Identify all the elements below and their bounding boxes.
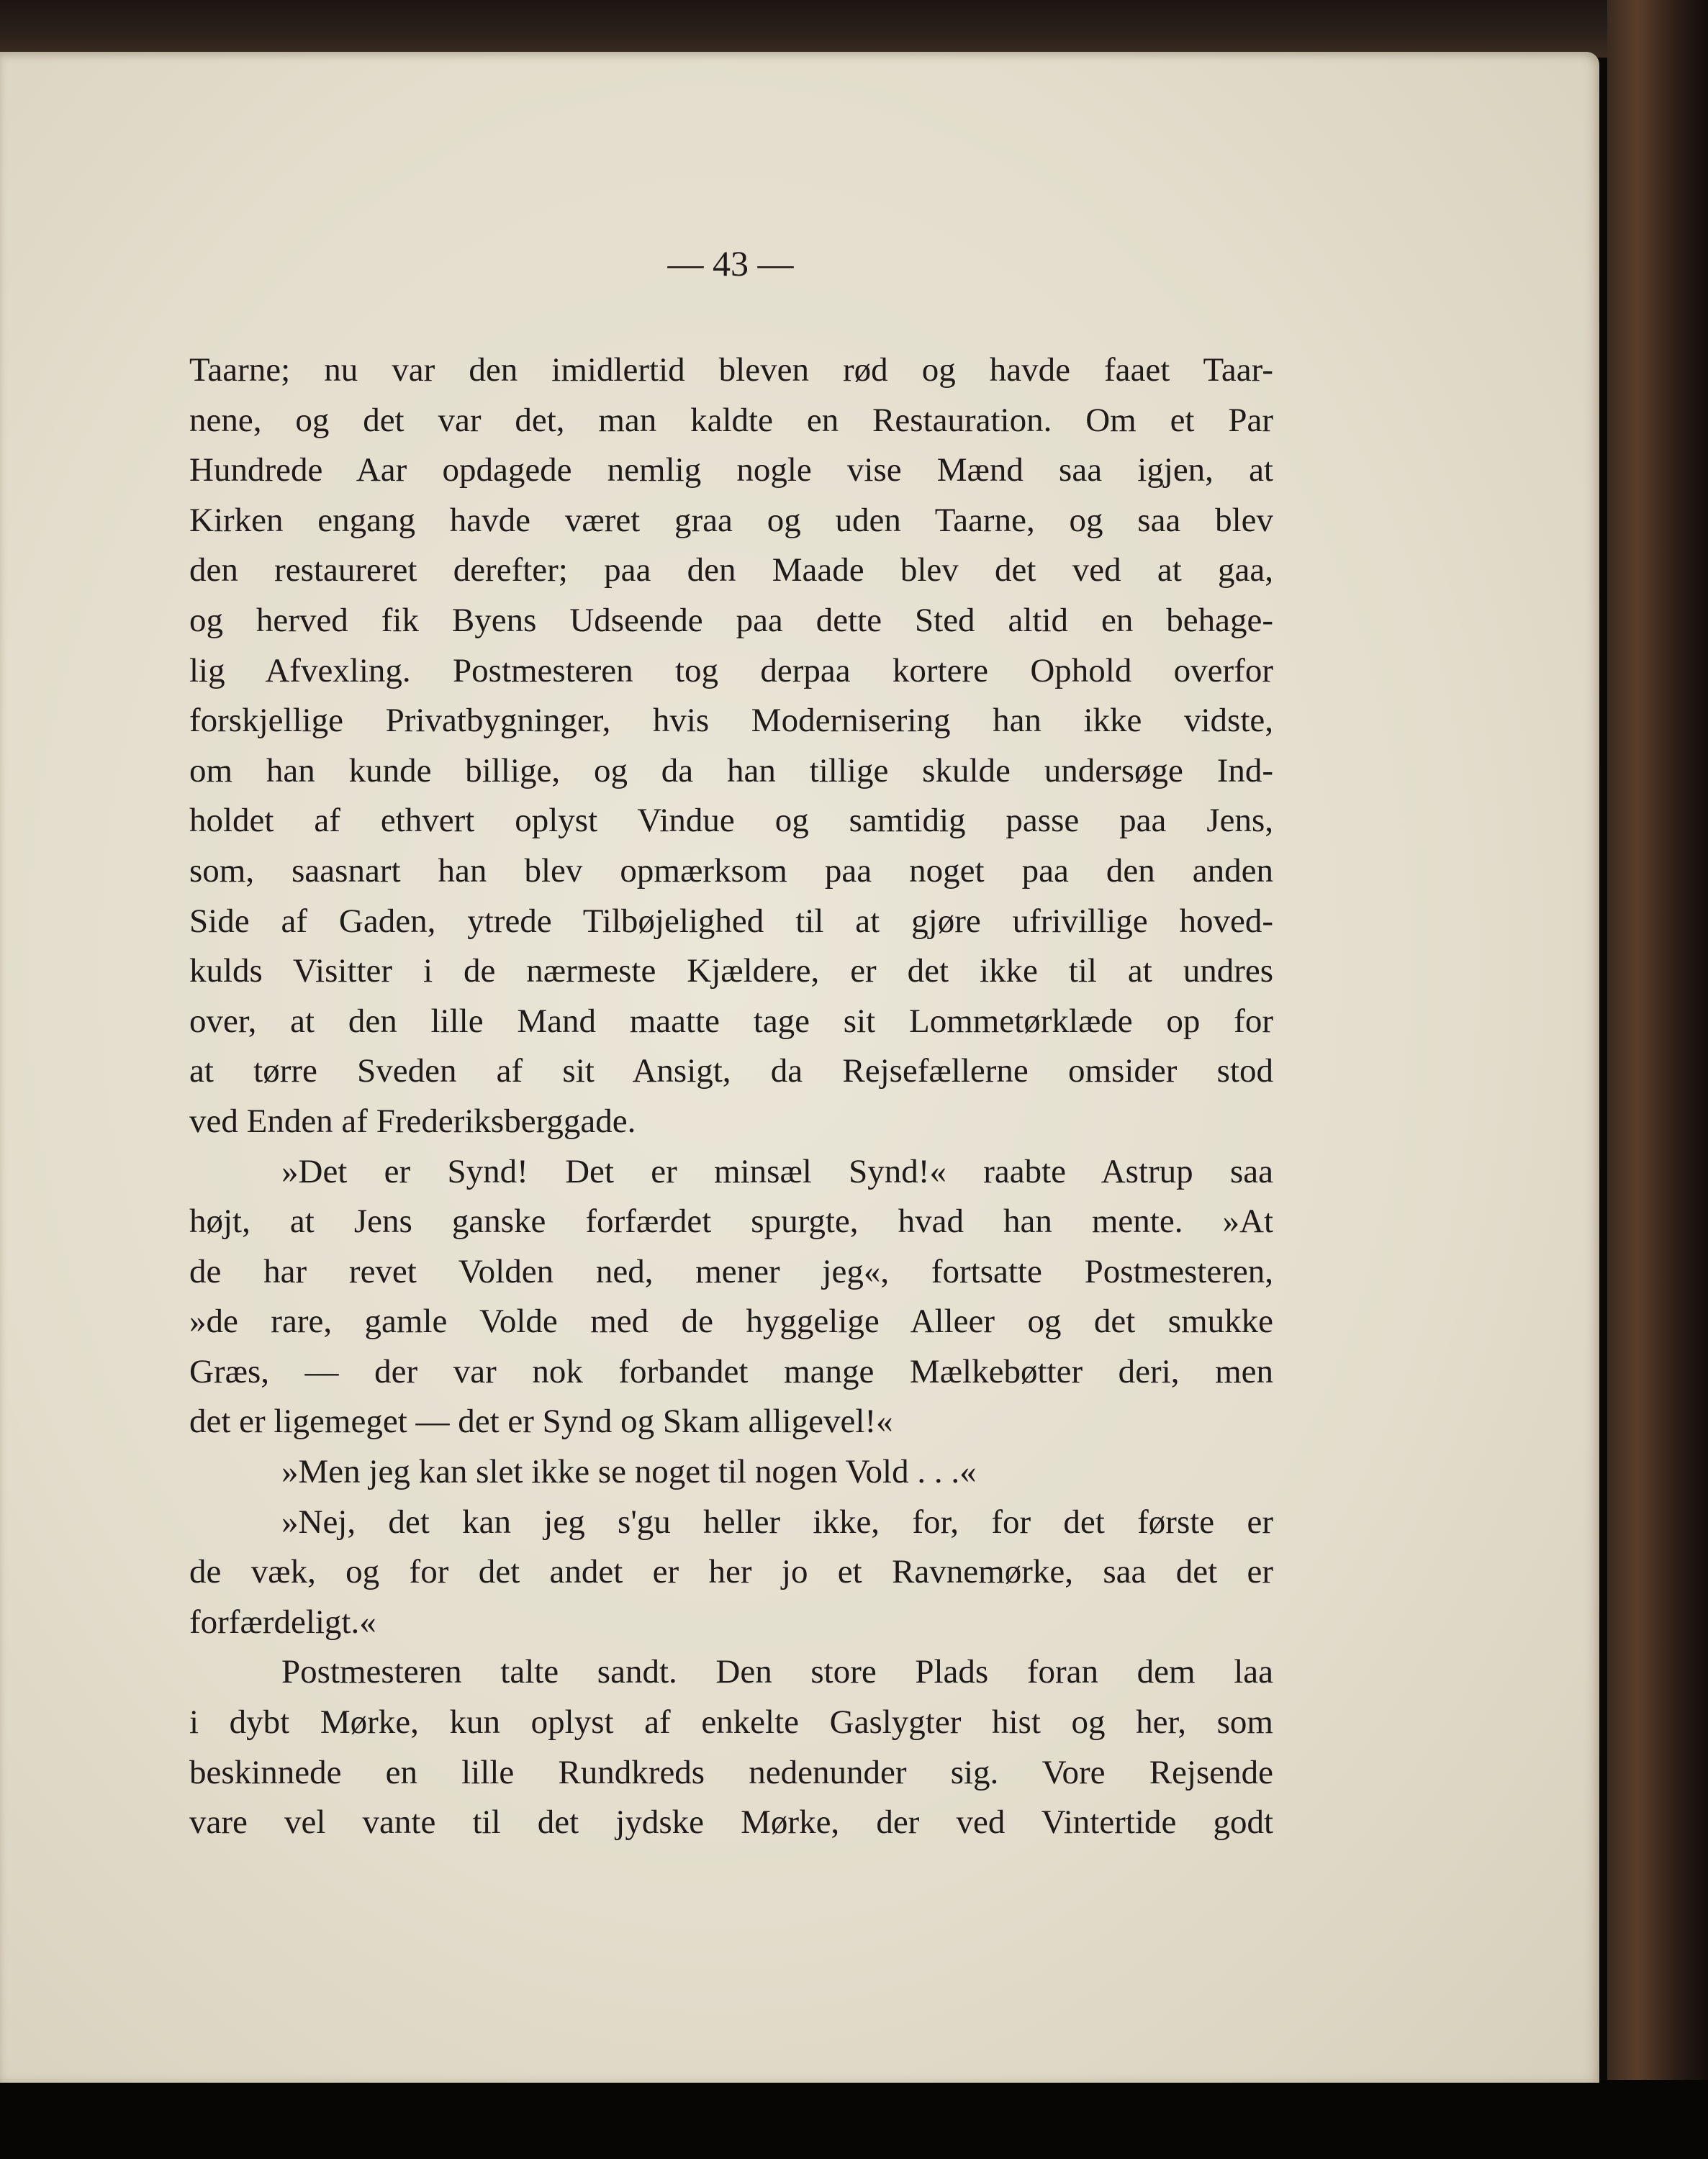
text-line: den restaureret derefter; paa den Maade blev det ved at gaa,: [189, 551, 1273, 589]
body-text: [189, 345, 1273, 1848]
text-line: det er ligemeget — det er Synd og Skam alligevel!«: [189, 1403, 893, 1441]
book-cover-top-edge: [0, 0, 1708, 58]
text-line: holdet af ethvert oplyst Vindue og samtidig passe paa Jens,: [189, 802, 1273, 840]
text-line: Hundrede Aar opdagede nemlig nogle vise Mænd saa igjen, at: [189, 451, 1273, 489]
book-cover-right-edge: [1607, 0, 1708, 2130]
text-line: de væk, og for det andet er her jo et Ravnemørke, saa det er: [189, 1553, 1273, 1591]
book-page: [0, 52, 1599, 2083]
text-line: Taarne; nu var den imidlertid bleven rød og havde faaet Taar-: [189, 351, 1273, 389]
text-line: i dybt Mørke, kun oplyst af enkelte Gaslygter hist og her, som: [189, 1703, 1273, 1742]
text-line: som, saasnart han blev opmærksom paa noget paa den anden: [189, 851, 1273, 890]
page-number: — 43 —: [667, 243, 794, 284]
text-line: de har revet Volden ned, mener jeg«, fortsatte Postmesteren,: [189, 1252, 1273, 1290]
text-line: kulds Visitter i de nærmeste Kjældere, er det ikke til at undres: [189, 952, 1273, 990]
text-line: »Men jeg kan slet ikke se noget til nogen Vold . . .«: [281, 1453, 977, 1491]
text-line: Græs, — der var nok forbandet mange Mælkebøtter deri, men: [189, 1352, 1273, 1390]
text-line: forfærdeligt.«: [189, 1603, 376, 1641]
text-line: Side af Gaden, ytrede Tilbøjelighed til at gjøre ufrivillige hoved-: [189, 902, 1273, 940]
text-line: forskjellige Privatbygninger, hvis Modernisering han ikke vidste,: [189, 702, 1273, 740]
text-line: Postmesteren talte sandt. Den store Plads foran dem laa: [281, 1653, 1273, 1691]
text-line: om han kunde billige, og da han tillige skulde undersøge Ind-: [189, 751, 1273, 789]
text-line: lig Afvexling. Postmesteren tog derpaa kortere Ophold overfor: [189, 651, 1273, 689]
text-line: beskinnede en lille Rundkreds nedenunder sig. Vore Rejsende: [189, 1753, 1273, 1791]
text-line: over, at den lille Mand maatte tage sit Lommetørklæde op for: [189, 1002, 1273, 1040]
text-line: ved Enden af Frederiksberggade.: [189, 1102, 636, 1140]
text-line: højt, at Jens ganske forfærdet spurgte, hvad han mente. »At: [189, 1203, 1273, 1241]
text-line: at tørre Sveden af sit Ansigt, da Rejsefællerne omsider stod: [189, 1052, 1273, 1090]
text-line: »de rare, gamle Volde med de hyggelige Alleer og det smukke: [189, 1303, 1273, 1341]
text-line: Kirken engang havde været graa og uden Taarne, og saa blev: [189, 501, 1273, 539]
text-line: nene, og det var det, man kaldte en Restauration. Om et Par: [189, 401, 1273, 439]
book-cover-bottom-edge: [0, 2080, 1708, 2159]
text-line: vare vel vante til det jydske Mørke, der ved Vintertide godt: [189, 1803, 1273, 1842]
text-line: »Nej, det kan jeg s'gu heller ikke, for, for det første er: [281, 1503, 1273, 1541]
text-line: og herved fik Byens Udseende paa dette Sted altid en behage-: [189, 601, 1273, 639]
text-line: »Det er Synd! Det er minsæl Synd!« raabte Astrup saa: [281, 1152, 1273, 1190]
